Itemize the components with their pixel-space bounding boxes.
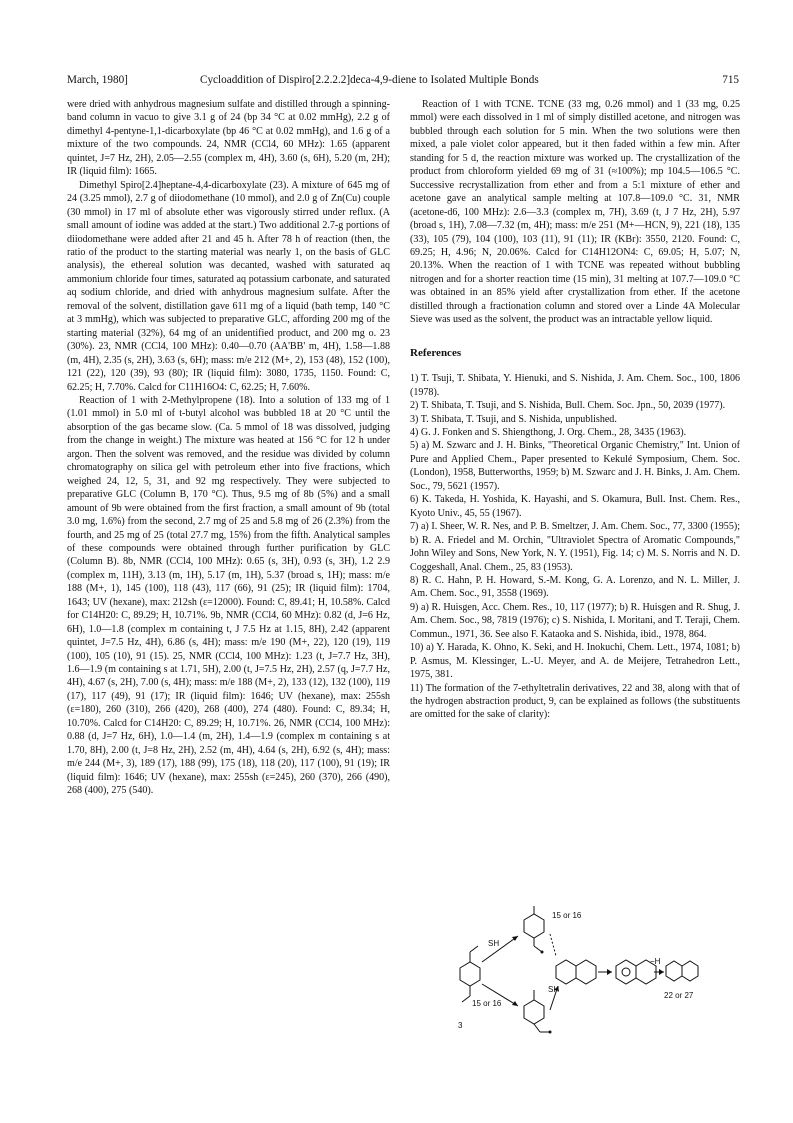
reference-item: 3) T. Shibata, T. Tsuji, and S. Nishida, unpublished. (410, 413, 617, 425)
references-heading: References (410, 346, 462, 359)
label-sh-lower: SH (548, 985, 560, 994)
header-date: March, 1980] (67, 74, 128, 86)
reaction-scheme-diagram (440, 906, 700, 1044)
benzene-ring-3 (460, 962, 480, 986)
cyclohexadienyl-ring (616, 960, 636, 984)
paragraph: were dried with anhydrous magnesium sulfate and distilled through a spinning-band column in vacuo to give 3.1 g of 24 (bp 34 °C at 0.02 mmHg), 2.2 g of dimethyl 4-pentyne-1,1-dicarboxylate (bp 46 °C at 0.02 mmHg), and 1.6 g of a mixture of the two compounds. 24, NMR (CCl4, 60 MHz): 1.65 (apparent quintet, J=7 Hz, 2H), 2.05—2.55 (complex m, 4H), 3.60 (s, 6H), 5.20 (m, 2H); IR (liquid film): 1665. (67, 99, 390, 178)
label-product: 22 or 27 (664, 991, 694, 1000)
reference-item: 9) a) R. Huisgen, Acc. Chem. Res., 10, 117 (1977); b) R. Huisgen and R. Shug, J. Am. Chem. Soc., 98, 7819 (1976); c) S. Nishida, I. Moritani, and T. Teraji, Chem. Commun., 1971, 36. See also F. Kataoka and S. Nishida, ibid., 1978, 864. (410, 601, 740, 640)
reference-item: 2) T. Shibata, T. Tsuji, and S. Nishida, Bull. Chem. Soc. Jpn., 50, 2039 (1977). (410, 400, 726, 412)
tetralin-ring (666, 961, 682, 981)
reference-item: 10) a) Y. Harada, K. Ohno, K. Seki, and H. Inokuchi, Chem. Lett., 1974, 1081; b) P. Asmus, M. Klessinger, L.-U. Meyer, and A. de Meijere, Tetrahedron Lett., 1975, 381. (410, 642, 740, 681)
header-title: Cycloaddition of Dispiro[2.2.2.2]deca-4,9-diene to Isolated Multiple Bonds (200, 74, 539, 86)
label-minus-h: −H (650, 957, 661, 966)
reference-item: 5) a) M. Szwarc and J. H. Binks, "Theoretical Organic Chemistry," Int. Union of Pure and Applied Chem., Paper presented to Kekulé Symposium, Chem. Soc. (London), 1958, Butterworths, 1959; b) M. Szwarc and J. H. Binks, J. Am. Chem. Soc., 79, 5621 (1957). (410, 440, 740, 492)
reference-item: 1) T. Tsuji, T. Shibata, Y. Hienuki, and S. Nishida, J. Am. Chem. Soc., 100, 1806 (1978). (410, 373, 740, 398)
label-15-or-16-mid: 15 or 16 (472, 999, 502, 1008)
reference-item: 8) R. C. Hahn, P. H. Howard, S.-M. Kong, G. A. Lorenzo, and N. L. Miller, J. Am. Chem. Soc., 91, 3558 (1969). (410, 574, 740, 600)
paragraph: Dimethyl Spiro[2.4]heptane-4,4-dicarboxylate (23). A mixture of 645 mg of 24 (3.25 mmol), 2.7 g of diiodomethane (10 mmol), and 2.0 g of Zn(Cu) couple (30 mmol) in 17 ml of absolute ether was vigorously stirred under reflux. (A small amount of iodine was added at the start.) Two additional 2.7-g portions of diiodomethane were added after 21 and 45 h. After 78 h of reaction (then, the ratio of the product to the starting material was nearly 1, on the basis of GLC analysis), the ethereal solution was decanted, washed with saturated aq ammonium chloride four times, saturated aq potassium carbonate, and saturated aq sodium chloride, and dried with anhydrous magnesium sulfate. After the removal of the solvent, distillation gave 611 mg of a liquid (bath temp, 140 °C at 3 mmHg), which was subjected to preparative GLC, affording 200 mg of the starting material (32%), 64 mg of an unidentified product, and 200 mg o. 23 (30%). 23, NMR (CCl4, 100 MHz): 0.40—0.70 (AA'BB' m, 4H), 1.58—1.88 (m, 4H), 2.35 (s, 2H), 3.63 (s, 6H); mass: m/e 212 (M+, 2), 153 (48), 152 (100), 121 (22), 120 (39), 93 (80); IR (liquid film): 3080, 1735, 1150. Found: C, 62.25; H, 7.70%. Calcd for C11H16O4: C, 62.25; H, 7.60%. (67, 179, 390, 393)
reference-item: 11) The formation of the 7-ethyltetralin derivatives, 22 and 38, along with that of the hydrogen abstraction product, 9, can be explained as follows (the substituents are omitted for the sake of clarity): (410, 682, 740, 721)
reference-item: 6) K. Takeda, H. Yoshida, K. Hayashi, and S. Okamura, Bull. Inst. Chem. Res., Kyoto Univ., 45, 55 (1967). (410, 494, 740, 519)
benzene-ring-fused (556, 960, 576, 984)
left-column (67, 98, 390, 798)
paragraph: Reaction of 1 with 2-Methylpropene (18). Into a solution of 133 mg of 1 (1.01 mmol) in 5.0 ml of t-butyl alcohol was bubbled 18 at 20 °C until the absorption of the gas became slow. (Ca. 5 mmol of 18 was dissolved, judging from the change in weight.) The mixture was heated at 156 °C for 12 h under argon. Then the solvent was removed, and the residue was divided by column chromatography on silica gel with petroleum ether into five fractions, which weighed 24, 12, 5, 31, and 92 mg respectively. They were subjected to preparative GLC (Column B, 170 °C). Thus, 9.5 mg of 8b (5%) and a small amount of 9b were obtained from the first fraction, a small amount of 9b (total 3.0 mg, 1.6%) from the second, 2.7 mg of 25 and 5.8 mg of 26 (2.3%) from the fourth, and 25 mg of 25 (total 27.7 mg, 15%) from the fifth. Analytical samples of these compounds were obtained through further purification by GLC (Column B). 8b, NMR (CCl4, 100 MHz): 0.65 (s, 3H), 0.93 (s, 3H), 1.2 2.9 (complex m, 11H), 3.13 (m, 1H), 5.17 (m, 1H), 5.37 (broad s, 1H); mass: m/e 188 (M+, 1), 145 (100), 118 (43), 117 (66), 91 (25); IR (liquid film): 1704, 1643; UV (hexane), max: 212sh (ε=12000). Found: C, 89.41; H, 10.58%. Calcd for C14H20: C, 89.29; H, 10.71%. 9b, NMR (CCl4, 60 MHz): 0.82 (d, J=6 Hz, 6H), 1.0—1.8 (complex m containing t, J 7.5 Hz at 1.15, 8H), 2.42 (apparent quintet, J=7.5 Hz, 4H), 6.86 (s, 4H); mass: m/e 190 (M+, 22), 120 (19), 119 (100), 105 (10), 91 (15). 25, NMR (CCl4, 100 MHz): 1.23 (t, J=7.7 Hz, 3H), 1.6—1.9 (m containing s at 1.71, 5H), 2.00 (t, J=7.5 Hz, 2H), 2.57 (q, J=7.7 Hz, 4H), 4.67 (s, 2H), 7.00 (s, 4H); mass: m/e 188 (M+, 2), 133 (12), 132 (100), 119 (17), 117 (49), 91 (17); IR (liquid film): 1646; UV (hexane), max: 255sh (ε=180), 260 (310), 266 (420), 268 (400), 274 (480). Found: C, 89.34; H, 10.70%. Calcd for C14H20: C, 89.29; H, 10.71%. 26, NMR (CCl4, 100 MHz): 0.88 (d, J=7 Hz, 6H), 1.0—1.4 (m, 2H), 1.4—1.9 (complex m containing s at 1.70, 8H), 2.00 (t, J=8 Hz, 2H), 2.52 (m, 4H), 4.64 (s, 2H), 6.92 (s, 4H); mass: m/e 244 (M+, 3), 189 (17), 188 (99), 175 (18), 118 (20), 117 (100), 91 (19); IR (liquid film): 1646; UV (hexane), max: 255sh (ε=245), 260 (370), 266 (490), 268 (400), 275 (540). (67, 394, 390, 797)
running-header (67, 74, 739, 90)
label-compound-3: 3 (458, 1021, 463, 1030)
reference-item: 4) G. J. Fonken and S. Shiengthong, J. Org. Chem., 28, 3435 (1963). (410, 426, 687, 438)
arrow (550, 934, 556, 956)
label-sh-upper: SH (488, 939, 500, 948)
paragraph: Reaction of 1 with TCNE. TCNE (33 mg, 0.26 mmol) and 1 (33 mg, 0.25 mmol) were each dissolved in 1 ml of simply distilled acetone, and nitrogen was bubbled through each solution for 5 min. When the two solutions were then mixed, a pale violet color appeared, but it then faded within a few min. After standing for 5 d, the reaction mixture was worked up. The crystallization of the product from chloroform yielded 69 mg of 31 (≈100%); mp 104.5—106.5 °C. Successive recrystallization from ether and from a 5:1 mixture of ether and acetone gave an analytical sample melting at 107.8—109.0 °C. 31, NMR (acetone-d6, 100 MHz): 2.6—3.3 (complex m, 7H), 3.69 (t, J 7 Hz, 2H), 5.97 (broad s, 1H), 7.08—7.32 (m, 4H); mass: m/e 251 (M+—HCN, 9), 221 (18), 135 (33), 105 (79), 104 (100), 103 (11), 91 (11); IR (KBr): 3550, 2120. Found: C, 69.25; H, 4.96; N, 20.06%. Calcd for C14H12ON4: C, 69.05; H, 5.07; N, 20.13%. When the reaction of 1 with TCNE was repeated without bubbling nitrogen and for a shorter reaction time (15 min), 31 melting at 107.7—109.0 °C was obtained in an 85% yield after crystallization from ether. If the acetone distilled through a fractionation column and stored over a Linde 4A Molecular Sieve was used as the solvent, the product was an intractable yellow liquid. (410, 99, 740, 326)
reference-item: 7) a) I. Sheer, W. R. Nes, and P. B. Smeltzer, J. Am. Chem. Soc., 77, 3300 (1955); b) R. A. Friedel and M. Orchin, "Ultraviolet Spectra of Aromatic Compounds," John Wiley and Sons, New York, N. Y. (1951), Fig. 14; c) M. S. Norris and N. D. Coggeshall, Anal. Chem., 25, 83 (1953). (410, 521, 740, 573)
page-number: 715 (722, 74, 739, 86)
benzene-ring-upper (524, 914, 544, 938)
label-15-or-16-top: 15 or 16 (552, 911, 582, 920)
right-column (410, 98, 740, 722)
benzene-ring-lower (524, 1000, 544, 1024)
